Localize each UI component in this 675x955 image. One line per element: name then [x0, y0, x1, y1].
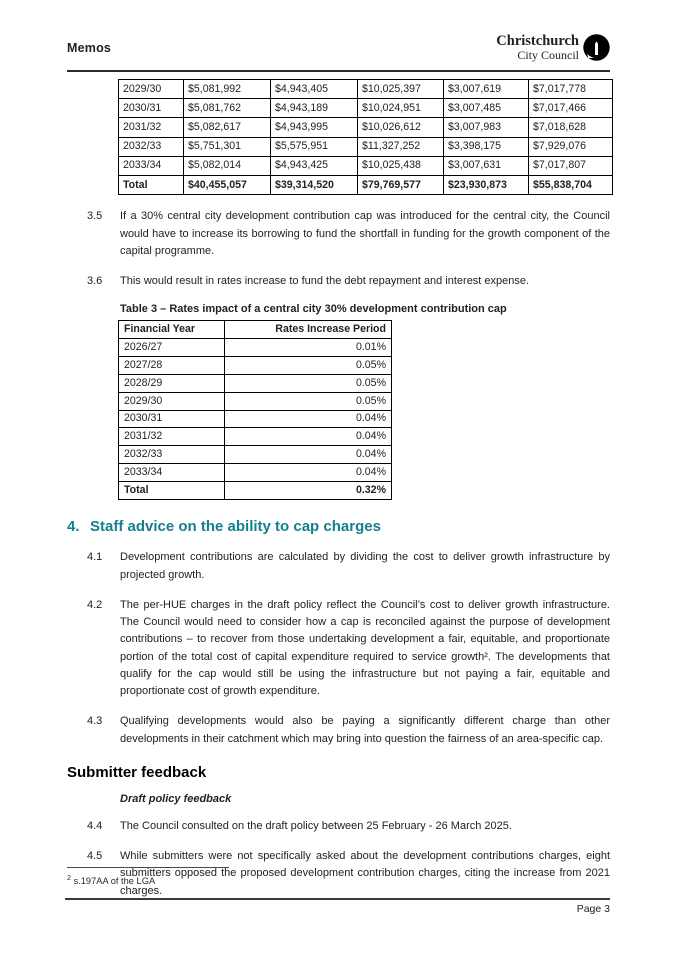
- section-4-heading: [67, 517, 610, 537]
- paragraph-text: The Council consulted on the draft policy between 25 February - 26 March 2025.: [120, 819, 512, 832]
- paragraph-number: 3.6: [87, 275, 103, 288]
- table-cell: 2030/31: [119, 410, 225, 428]
- table-cell: 0.01%: [225, 339, 392, 357]
- table-cell: 2026/27: [119, 339, 225, 357]
- table-cell: 0.05%: [225, 357, 392, 375]
- table-row: [119, 99, 613, 118]
- section-number: 4.: [67, 517, 80, 535]
- paragraph-text: This would result in rates increase to fund the debt repayment and interest expense.: [120, 275, 530, 288]
- table-cell: 2031/32: [119, 428, 225, 446]
- table-cell: $11,327,252: [358, 137, 444, 156]
- funding-table: [118, 79, 613, 195]
- section-title: Staff advice on the ability to cap charges: [90, 517, 381, 535]
- column-header: Rates Increase Period: [225, 321, 392, 339]
- table-row: [119, 464, 392, 482]
- paragraph-number: 4.5: [87, 850, 103, 863]
- table-cell: 2027/28: [119, 357, 225, 375]
- footnote-marker: 2: [67, 875, 71, 882]
- table-cell: 2031/32: [119, 118, 184, 137]
- paragraph-number: 4.4: [87, 819, 103, 832]
- footnote-separator: [67, 867, 229, 868]
- paragraph-3-6: [67, 273, 610, 290]
- footnote-text: s.197AA of the LGA: [73, 876, 156, 887]
- council-crest-icon: [583, 34, 610, 61]
- table-cell: 2029/30: [119, 80, 184, 99]
- table-cell: $5,751,301: [184, 137, 271, 156]
- table-cell: $4,943,189: [271, 99, 358, 118]
- table-cell: $3,398,175: [444, 137, 529, 156]
- table-row: [119, 339, 392, 357]
- council-logo-subname: City Council: [517, 47, 579, 62]
- footnote: [67, 875, 155, 886]
- table-row: [119, 392, 392, 410]
- memo-title: Memos: [67, 41, 112, 55]
- table-cell: $23,930,873: [444, 176, 529, 195]
- table-cell: 0.04%: [225, 446, 392, 464]
- table-cell: 0.04%: [225, 410, 392, 428]
- paragraph-4-2: [67, 597, 610, 701]
- table-cell: $7,929,076: [529, 137, 613, 156]
- page-number: Page 3: [576, 903, 610, 915]
- footer-rule: [65, 898, 610, 900]
- table-row: [119, 374, 392, 392]
- council-logo-text: [496, 34, 579, 61]
- table-cell: 0.04%: [225, 428, 392, 446]
- paragraph-4-1: [67, 549, 610, 584]
- table-cell: 0.05%: [225, 374, 392, 392]
- paragraph-text: If a 30% central city development contribution cap was introduced for the central city, the Council would have to increase its borrowing to fund the shortfall in funding for the growth component of the capital programme.: [120, 210, 610, 257]
- page-header: [67, 34, 610, 72]
- table-cell: $5,081,992: [184, 80, 271, 99]
- table-cell: 2030/31: [119, 99, 184, 118]
- table-row: [119, 481, 392, 499]
- table-cell: 2029/30: [119, 392, 225, 410]
- table-cell: $4,943,995: [271, 118, 358, 137]
- table-cell: $55,838,704: [529, 176, 613, 195]
- council-logo: [496, 34, 610, 61]
- table-cell: $7,017,778: [529, 80, 613, 99]
- table-row: [119, 428, 392, 446]
- table-row: [119, 357, 392, 375]
- rates-table: [118, 320, 392, 499]
- table-cell: $10,026,612: [358, 118, 444, 137]
- table-cell: Total: [119, 176, 184, 195]
- paragraph-number: 4.1: [87, 551, 103, 564]
- table-cell: $7,017,466: [529, 99, 613, 118]
- table-cell: $3,007,485: [444, 99, 529, 118]
- table-cell: 2032/33: [119, 446, 225, 464]
- council-logo-name: Christchurch: [496, 33, 579, 49]
- table-cell: $4,943,405: [271, 80, 358, 99]
- paragraph-number: 4.2: [87, 598, 103, 611]
- table-cell: 2032/33: [119, 137, 184, 156]
- table-cell: Total: [119, 481, 225, 499]
- column-header: Financial Year: [119, 321, 225, 339]
- table-cell: 2028/29: [119, 374, 225, 392]
- table-cell: $4,943,425: [271, 156, 358, 175]
- table-row: [119, 137, 613, 156]
- table-cell: 2033/34: [119, 464, 225, 482]
- table-cell: $40,455,057: [184, 176, 271, 195]
- table-3-caption: Table 3 – Rates impact of a central city 30% development contribution cap: [120, 303, 507, 316]
- draft-policy-subheading: Draft policy feedback: [120, 792, 232, 805]
- table-row: [119, 156, 613, 175]
- table-cell: $5,575,951: [271, 137, 358, 156]
- page-content: [67, 34, 610, 900]
- table-cell: $39,314,520: [271, 176, 358, 195]
- table-cell: $7,017,807: [529, 156, 613, 175]
- paragraph-text: Development contributions are calculated by dividing the cost to deliver growth infrastructure by projected growth.: [120, 551, 610, 581]
- paragraph-4-3: [67, 713, 610, 748]
- paragraph-4-4: [67, 818, 610, 835]
- paragraph-text: While submitters were not specifically asked about the development contributions charges, eight submitters opposed the proposed development contribution charges, citing the increase from 2021 charges.: [120, 850, 610, 897]
- table-cell: $7,018,628: [529, 118, 613, 137]
- paragraph-text: Qualifying developments would also be paying a significantly different charge than other developments in their catchment which may bring into question the fairness of an area-specific cap.: [120, 715, 610, 745]
- table-row: [119, 410, 392, 428]
- table-cell: $10,025,397: [358, 80, 444, 99]
- paragraph-text: The per-HUE charges in the draft policy reflect the Council’s cost to deliver growth infrastructure. The Council would need to consider how a cap is reconciled against the purpose of development contributions – to recover from those undertaking development a fair, equitable, and proportionate portion of the total cost of capital expenditure required to service growth². The developments that qualify for the cap would still be using the infrastructure but not paying a fair, equitable and proportionate cost of growth expenditure.: [120, 598, 610, 698]
- table-cell: 0.04%: [225, 464, 392, 482]
- paragraph-number: 4.3: [87, 715, 103, 728]
- table-cell: $10,024,951: [358, 99, 444, 118]
- table-cell: $3,007,619: [444, 80, 529, 99]
- table-row: [119, 80, 613, 99]
- table-cell: $10,025,438: [358, 156, 444, 175]
- table-cell: 0.05%: [225, 392, 392, 410]
- table-row: [119, 176, 613, 195]
- table-cell: 2033/34: [119, 156, 184, 175]
- table-cell: $79,769,577: [358, 176, 444, 195]
- table-header-row: [119, 321, 392, 339]
- paragraph-3-5: [67, 208, 610, 260]
- submitter-feedback-heading: Submitter feedback: [67, 763, 207, 781]
- table-row: [119, 118, 613, 137]
- table-cell: $5,082,014: [184, 156, 271, 175]
- paragraph-number: 3.5: [87, 210, 103, 223]
- table-cell: $3,007,983: [444, 118, 529, 137]
- table-cell: 0.32%: [225, 481, 392, 499]
- table-cell: $3,007,631: [444, 156, 529, 175]
- table-row: [119, 446, 392, 464]
- table-cell: $5,081,762: [184, 99, 271, 118]
- table-cell: $5,082,617: [184, 118, 271, 137]
